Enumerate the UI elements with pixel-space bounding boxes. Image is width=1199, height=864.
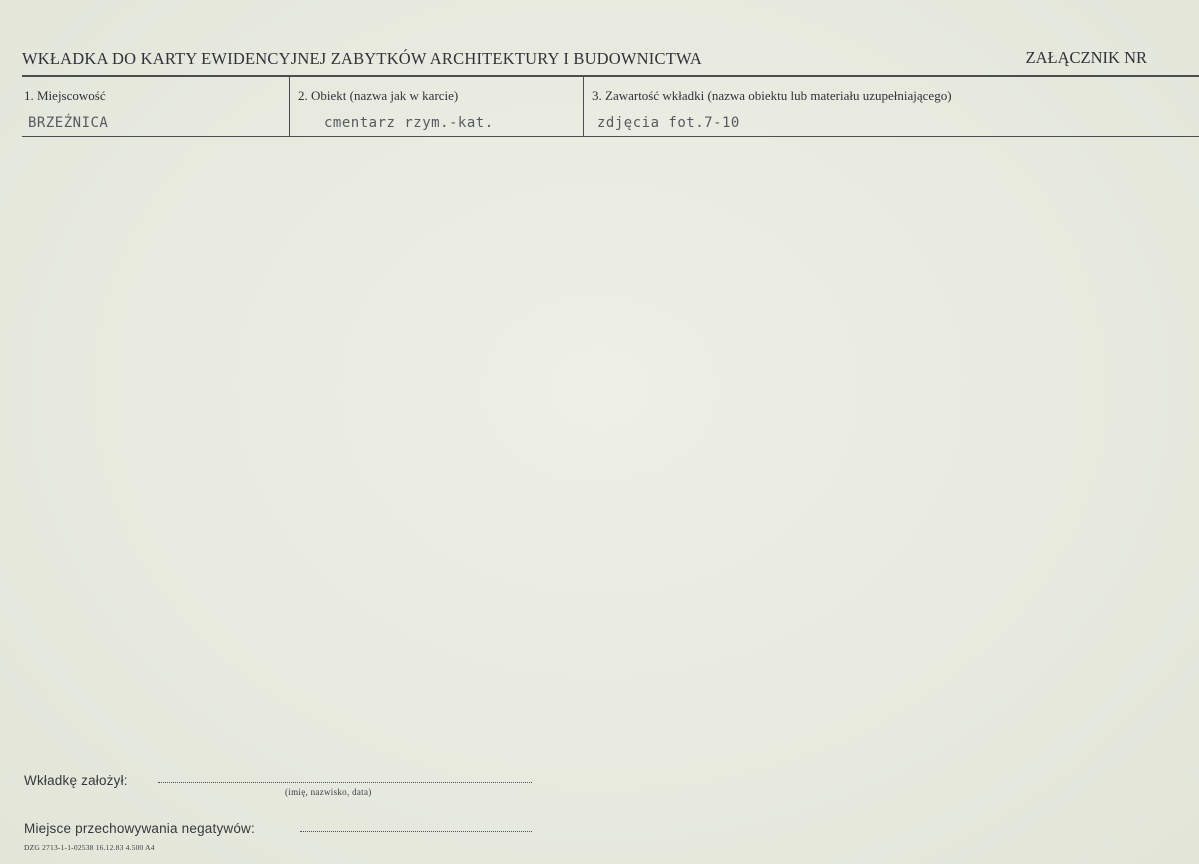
negatives-location-label: Miejsce przechowywania negatywów:: [24, 821, 255, 836]
field-contents-value[interactable]: zdjęcia fot.7-10: [597, 115, 740, 131]
negatives-location-line[interactable]: [300, 831, 532, 832]
header-top-rule: [22, 75, 1199, 77]
header-bottom-rule: [22, 136, 1199, 137]
field-locality-label: 1. Miejscowość: [24, 88, 106, 103]
annex-number-label: ZAŁĄCZNIK NR: [1025, 48, 1147, 67]
field-object-value[interactable]: cmentarz rzym.-kat.: [324, 115, 494, 131]
card-title: WKŁADKA DO KARTY EWIDENCYJNEJ ZABYTKÓW ARCHITEKTURY I BUDOWNICTWA: [22, 49, 703, 68]
field-contents-label: 3. Zawartość wkładki (nazwa obiektu lub materiału uzupełniającego): [592, 88, 952, 103]
column-divider-1: [289, 77, 290, 136]
print-code: DZG 2713-1-1-02538 16.12.83 4.500 A4: [24, 843, 155, 852]
field-object-label: 2. Obiekt (nazwa jak w karcie): [298, 88, 459, 103]
created-by-label: Wkładkę założył:: [24, 773, 128, 788]
field-locality-value[interactable]: BRZEŹNICA: [28, 115, 109, 131]
column-divider-2: [583, 77, 584, 136]
created-by-hint: (imię, nazwisko, data): [285, 787, 372, 797]
created-by-line[interactable]: [158, 782, 532, 783]
